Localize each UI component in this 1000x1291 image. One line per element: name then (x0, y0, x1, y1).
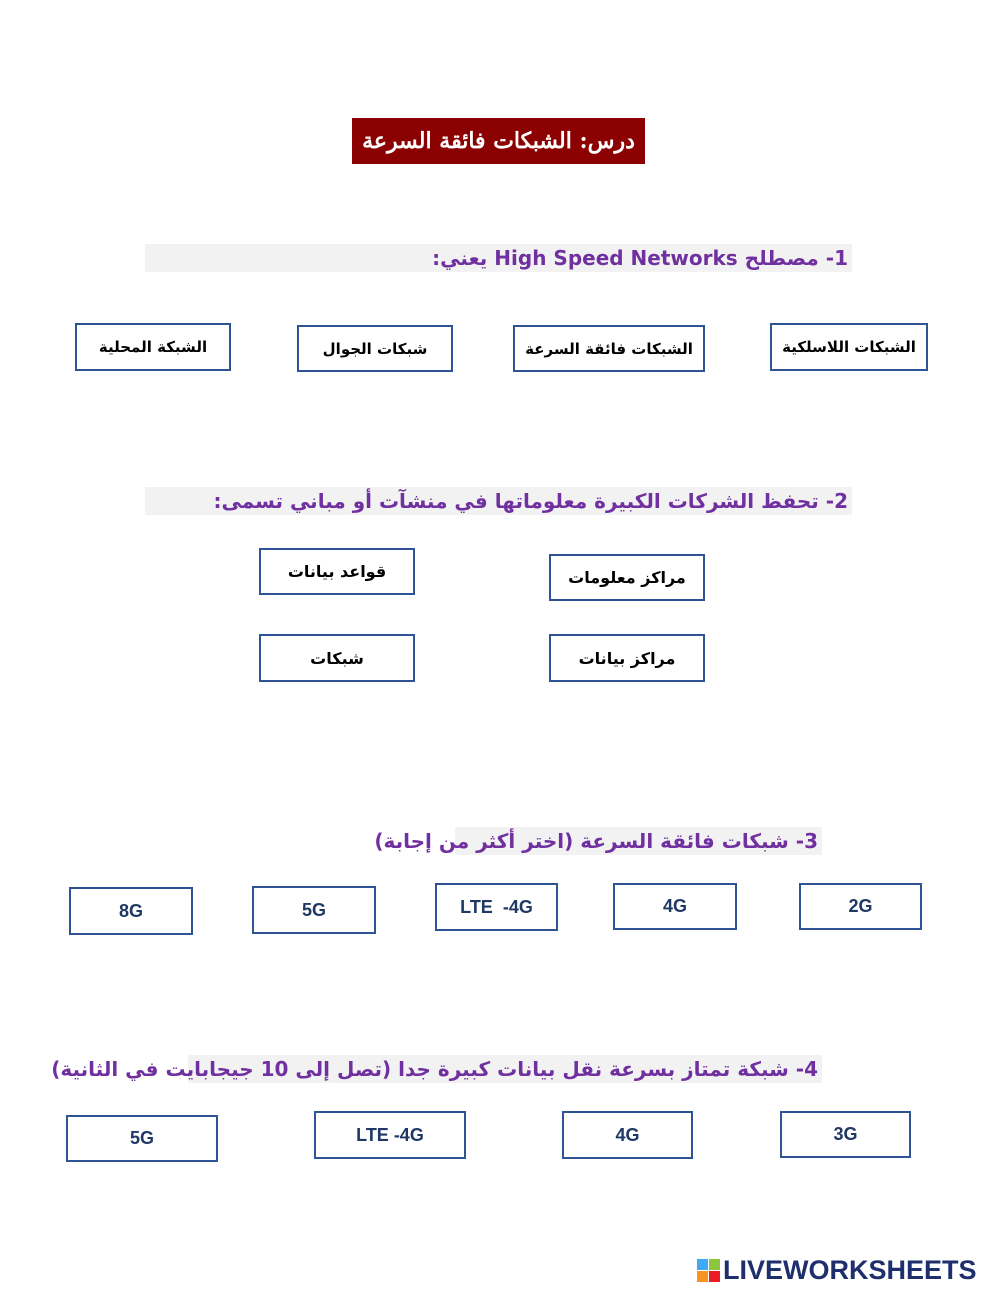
q4-option-lte-4g[interactable]: LTE -4G (314, 1111, 466, 1159)
question-4: 4- شبكة تمتاز بسرعة نقل بيانات كبيرة جدا (تصل إلى 10 جيجابايت في الثانية) (188, 1055, 822, 1083)
q2-option-networks[interactable]: شبكات (259, 634, 415, 682)
q3-option-5g[interactable]: 5G (252, 886, 376, 934)
q1-option-local-network[interactable]: الشبكة المحلية (75, 323, 231, 371)
question-1: 1- مصطلح High Speed Networks يعني: (145, 244, 852, 272)
q3-option-2g[interactable]: 2G (799, 883, 922, 930)
q1-option-high-speed-networks[interactable]: الشبكات فائقة السرعة (513, 325, 705, 372)
liveworksheets-logo-icon (697, 1259, 720, 1282)
question-3: 3- شبكات فائقة السرعة (اختر أكثر من إجابة) (455, 827, 822, 855)
q2-option-information-centers[interactable]: مراكز معلومات (549, 554, 705, 601)
liveworksheets-logo-text: LIVEWORKSHEETS (723, 1254, 977, 1285)
lesson-title: درس: الشبكات فائقة السرعة (352, 118, 645, 164)
q3-option-lte-4g[interactable]: LTE -4G (435, 883, 558, 931)
q4-option-5g[interactable]: 5G (66, 1115, 218, 1162)
q1-option-wireless-networks[interactable]: الشبكات اللاسلكية (770, 323, 928, 371)
q1-option-mobile-networks[interactable]: شبكات الجوال (297, 325, 453, 372)
q4-option-4g[interactable]: 4G (562, 1111, 693, 1159)
q4-option-3g[interactable]: 3G (780, 1111, 911, 1158)
question-2: 2- تحفظ الشركات الكبيرة معلوماتها في منشآت أو مباني تسمى: (145, 487, 852, 515)
q2-option-data-centers[interactable]: مراكز بيانات (549, 634, 705, 682)
q3-option-4g[interactable]: 4G (613, 883, 737, 930)
q2-option-databases[interactable]: قواعد بيانات (259, 548, 415, 595)
q3-option-8g[interactable]: 8G (69, 887, 193, 935)
liveworksheets-logo (697, 1255, 977, 1285)
